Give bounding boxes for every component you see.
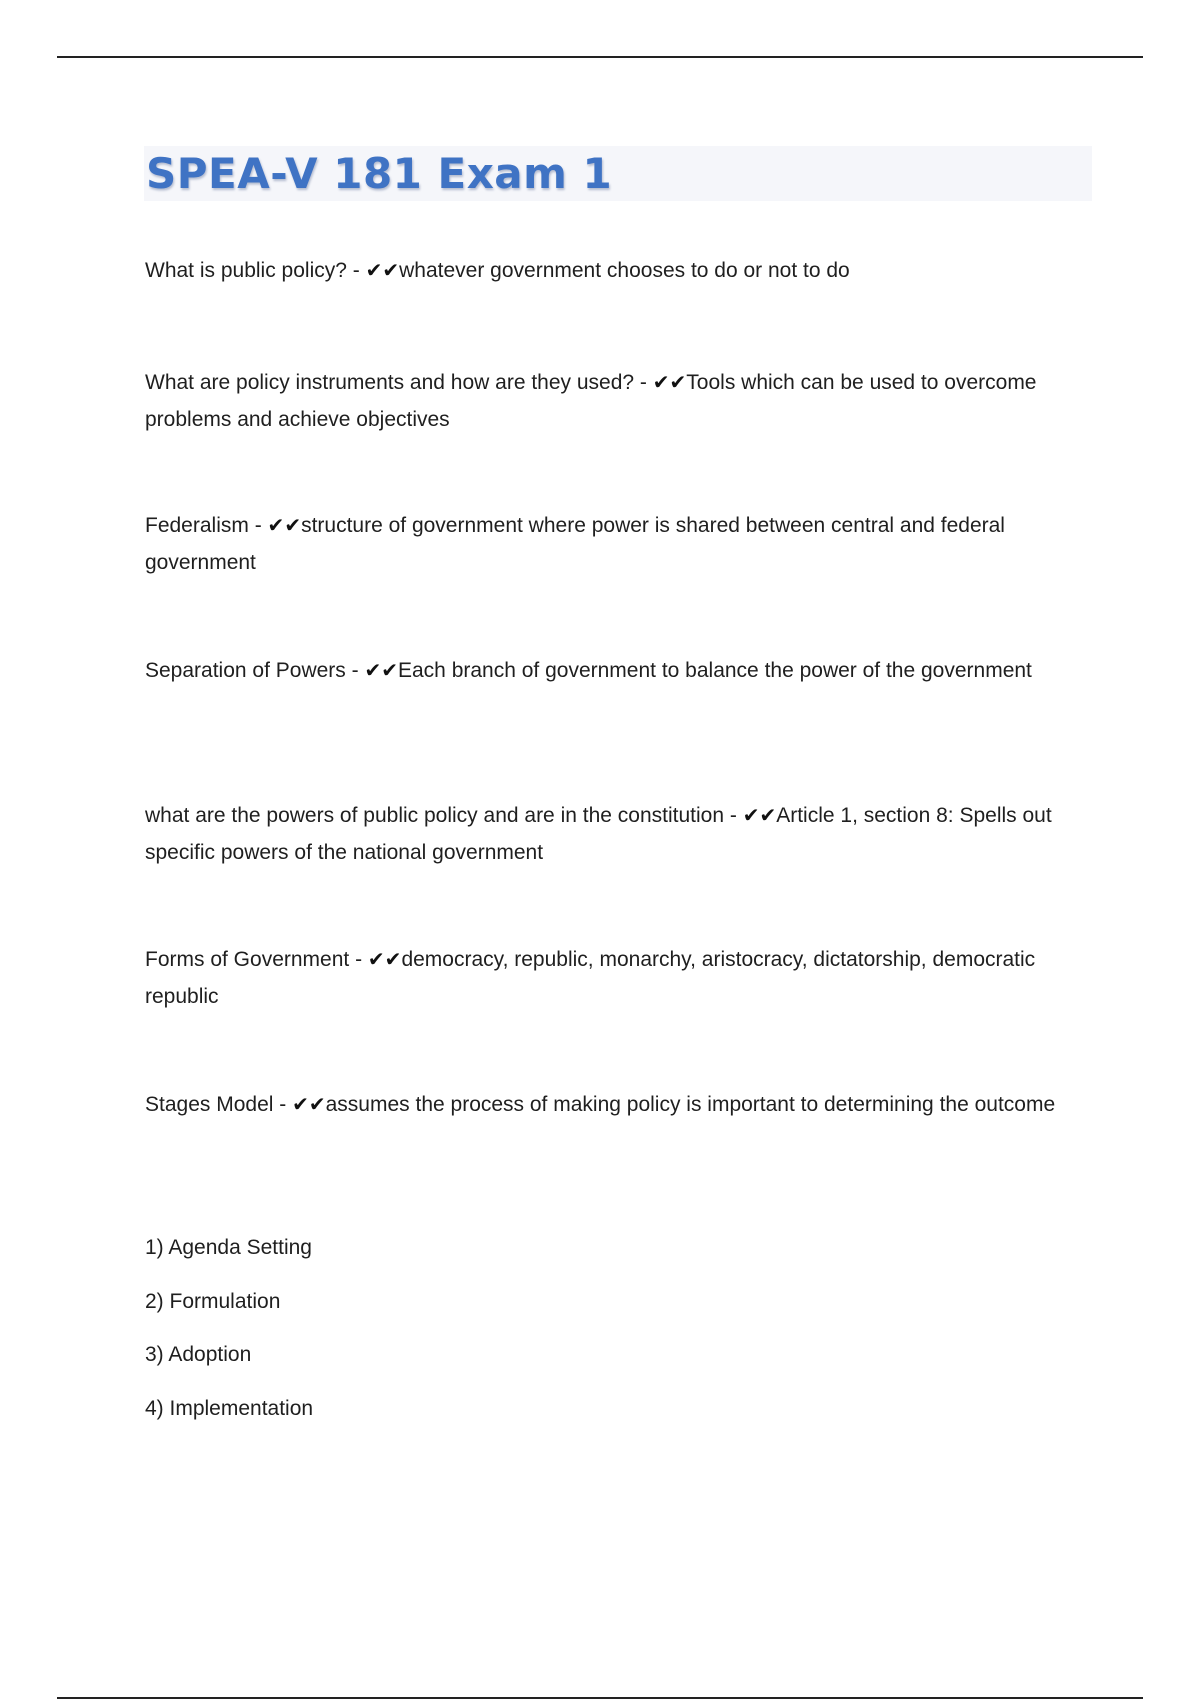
check-mark-icon: ✔ [759,803,777,827]
answer-text: Article 1, section 8: Spells out specific powers of the national government [145,804,1052,864]
separator: - [349,948,368,971]
check-mark-icon: ✔ [365,258,383,282]
stage-item-formulation: 2) Formulation [145,1290,281,1313]
question-text: Stages Model [145,1093,274,1116]
answer-text: assumes the process of making policy is important to determining the outcome [325,1093,1056,1116]
qa-entry-forms-of-government [145,942,1085,1014]
answer-text: democracy, republic, monarchy, aristocracy, dictatorship, democratic republic [145,948,1036,1008]
check-mark-icon: ✔ [742,803,760,827]
check-mark-icon: ✔ [267,513,285,537]
check-mark-icon: ✔ [669,370,687,394]
stage-item-agenda-setting: 1) Agenda Setting [145,1236,312,1259]
stage-item-adoption: 3) Adoption [145,1343,252,1366]
header-rule [57,56,1143,58]
separator: - [346,259,366,282]
check-mark-icon: ✔ [308,1092,326,1116]
stage-item-implementation: 4) Implementation [145,1397,314,1420]
check-mark-icon: ✔ [292,1092,309,1116]
separator: - [634,371,653,394]
qa-entry-constitution-powers [145,798,1085,870]
document-title: SPEA-V 181 Exam 1 [146,149,613,198]
question-text: Federalism [145,514,249,537]
separator: - [248,514,268,537]
answer-text: whatever government chooses to do or not to do [399,259,850,282]
question-text: what are the powers of public policy and are in the constitution [145,804,725,827]
separator: - [724,804,743,827]
footer-rule [57,1697,1143,1699]
answer-text: structure of government where power is shared between central and federal government [145,514,1005,574]
check-mark-icon: ✔ [382,258,400,282]
question-text: Forms of Government [145,948,350,971]
check-mark-icon: ✔ [384,947,402,971]
separator: - [345,659,365,682]
check-mark-icon: ✔ [284,513,302,537]
qa-entry-federalism [145,508,1085,580]
answer-text: Each branch of government to balance the power of the government [398,659,1032,682]
question-text: What are policy instruments and how are they used? [145,371,635,394]
qa-entry-separation-of-powers [145,653,1085,690]
qa-entry-policy-instruments [145,365,1085,437]
question-text: Separation of Powers [145,659,346,682]
qa-entry-public-policy [145,253,1085,290]
check-mark-icon: ✔ [367,947,385,971]
qa-entry-stages-model [145,1087,1085,1124]
check-mark-icon: ✔ [364,658,382,682]
separator: - [273,1093,293,1116]
check-mark-icon: ✔ [652,370,670,394]
answer-text: Tools which can be used to overcome problems and achieve objectives [145,371,1037,431]
check-mark-icon: ✔ [381,658,398,682]
question-text: What is public policy? [145,259,347,282]
